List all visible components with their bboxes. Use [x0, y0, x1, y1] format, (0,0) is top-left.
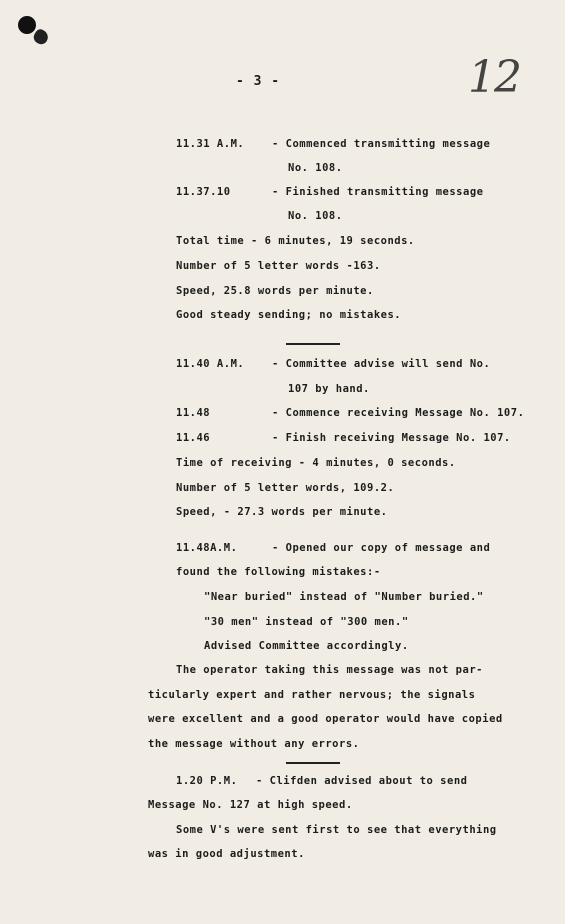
paragraph-line: The operator taking this message was not par-	[176, 664, 483, 676]
handwritten-page-number: 12	[468, 52, 520, 103]
entry-continuation: Message No. 127 at high speed.	[148, 799, 353, 811]
summary-line: Good steady sending; no mistakes.	[176, 309, 402, 321]
entry-text: - Commence receiving Message No. 107.	[272, 407, 525, 419]
summary-line: Time of receiving - 4 minutes, 0 seconds.	[176, 457, 456, 469]
entry-text: - Committee advise will send No.	[272, 358, 491, 370]
entry-continuation: 107 by hand.	[288, 383, 370, 395]
entry-text: - Finish receiving Message No. 107.	[272, 432, 511, 444]
entry-time: 11.40 A.M.	[176, 358, 245, 370]
summary-line: Number of 5 letter words -163.	[176, 260, 381, 272]
entry-continuation: No. 108.	[288, 162, 343, 174]
summary-line: Number of 5 letter words, 109.2.	[176, 482, 395, 494]
page-number: - 3 -	[236, 74, 281, 89]
entry-text: - Finished transmitting message	[272, 186, 484, 198]
closing-line: Some V's were sent first to see that everything	[176, 824, 497, 836]
ink-blot-mark	[18, 16, 36, 34]
summary-line: Speed, 25.8 words per minute.	[176, 285, 374, 297]
entry-continuation: found the following mistakes:-	[176, 566, 381, 578]
mistake-line: Advised Committee accordingly.	[204, 640, 409, 652]
entry-time: 1.20 P.M.	[176, 775, 238, 787]
closing-line: was in good adjustment.	[148, 848, 305, 860]
entry-time: 11.48A.M.	[176, 542, 238, 554]
entry-text: - Commenced transmitting message	[272, 138, 491, 150]
entry-time: 11.37.10	[176, 186, 231, 198]
entry-time: 11.46	[176, 432, 211, 444]
entry-time: 11.48	[176, 407, 211, 419]
paragraph-line: were excellent and a good operator would have copied	[148, 713, 503, 725]
summary-line: Total time - 6 minutes, 19 seconds.	[176, 235, 415, 247]
section-divider	[286, 762, 340, 764]
paragraph-line: the message without any errors.	[148, 738, 360, 750]
ink-blot-tail-mark	[31, 27, 50, 46]
entry-continuation: No. 108.	[288, 210, 343, 222]
mistake-line: "Near buried" instead of "Number buried."	[204, 591, 484, 603]
entry-time: 11.31 A.M.	[176, 138, 245, 150]
entry-text: - Clifden advised about to send	[256, 775, 468, 787]
entry-text: - Opened our copy of message and	[272, 542, 491, 554]
mistake-line: "30 men" instead of "300 men."	[204, 616, 409, 628]
summary-line: Speed, - 27.3 words per minute.	[176, 506, 388, 518]
paragraph-line: ticularly expert and rather nervous; the signals	[148, 689, 476, 701]
section-divider	[286, 343, 340, 345]
